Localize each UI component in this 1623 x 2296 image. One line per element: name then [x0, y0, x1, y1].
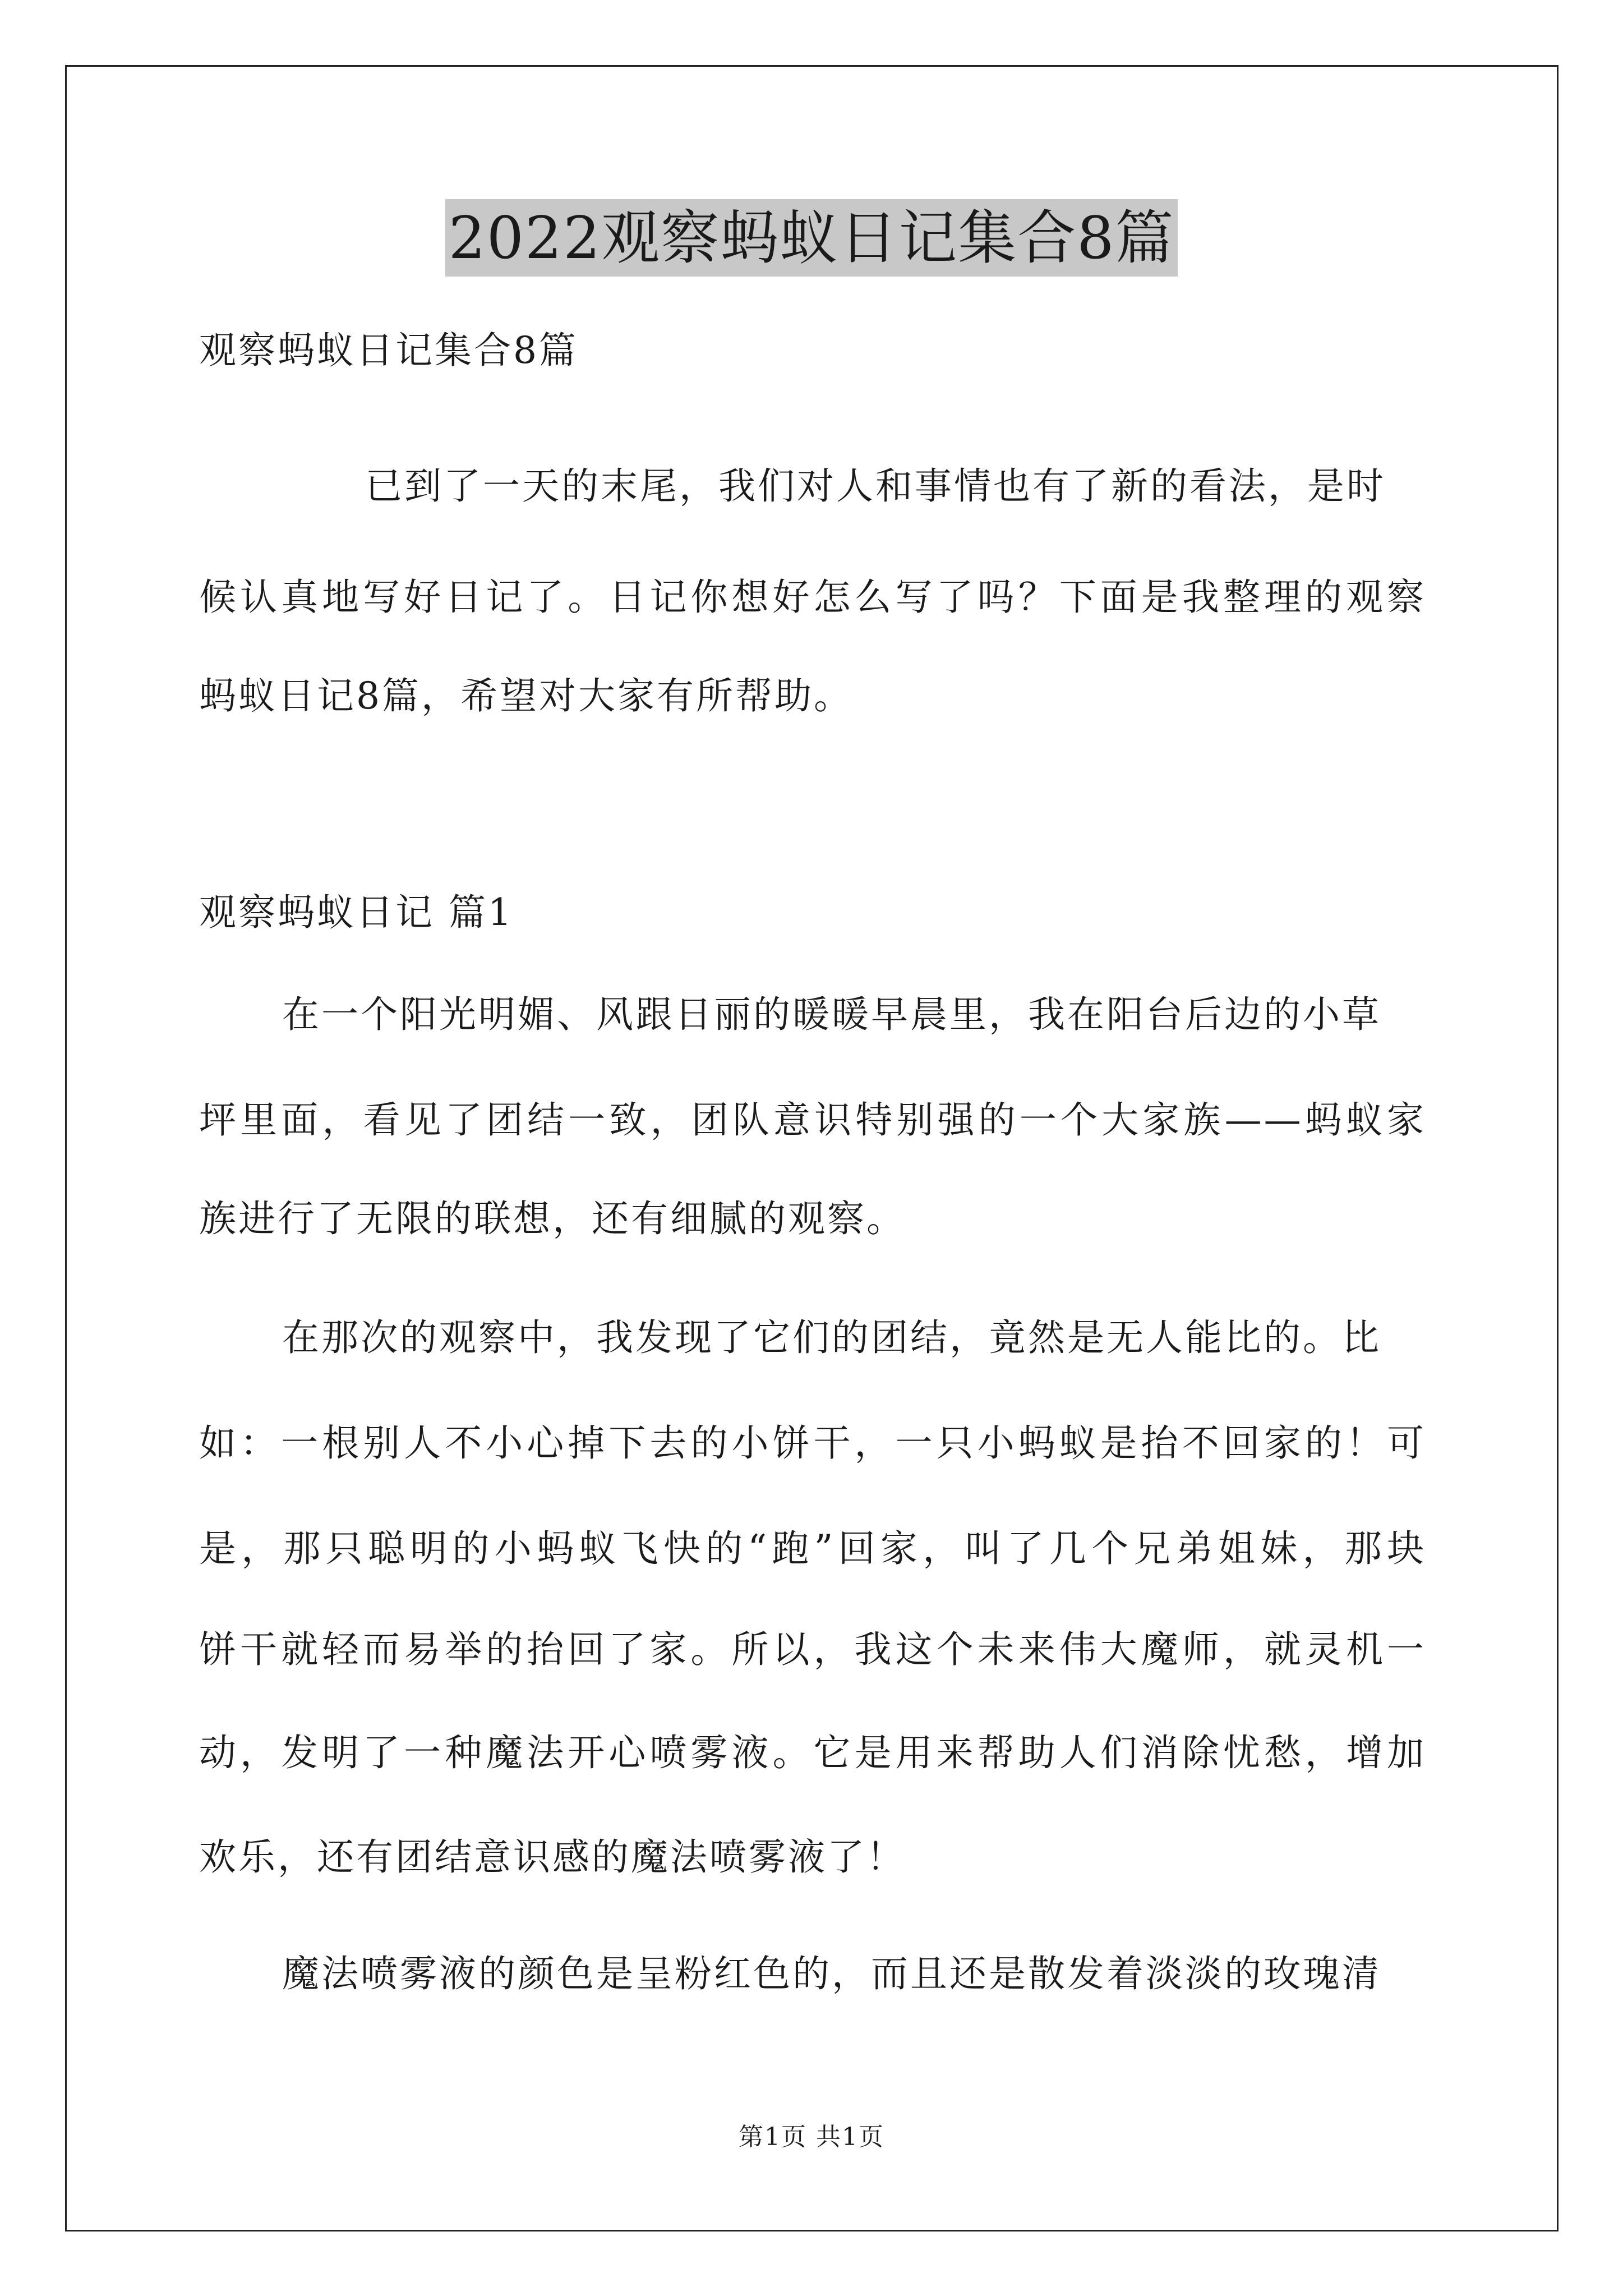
para2-line-1: 在那次的观察中，我发现了它们的团结，竟然是无人能比的。比	[282, 1316, 1381, 1359]
page-footer: 第1页 共1页	[739, 2123, 884, 2151]
title-container	[0, 199, 1623, 277]
para2-line-2: 如：一根别人不小心掉下去的小饼干，一只小蚂蚁是抬不回家的！可	[199, 1421, 1426, 1465]
intro-line-3: 蚂蚁日记8篇，希望对大家有所帮助。	[199, 674, 853, 717]
para2-line-6: 欢乐，还有团结意识感的魔法喷雾液了！	[199, 1835, 906, 1879]
document-title: 2022观察蚂蚁日记集合8篇	[445, 199, 1178, 277]
intro-line-2: 候认真地写好日记了。日记你想好怎么写了吗？下面是我整理的观察	[199, 576, 1426, 619]
para3-line-1: 魔法喷雾液的颜色是呈粉红色的，而且还是散发着淡淡的玫瑰清	[282, 1952, 1381, 1995]
section-heading: 观察蚂蚁日记 篇1	[199, 891, 514, 934]
para2-line-5: 动，发明了一种魔法开心喷雾液。它是用来帮助人们消除忧愁，增加	[199, 1731, 1426, 1774]
para2-line-4: 饼干就轻而易举的抬回了家。所以，我这个未来伟大魔师，就灵机一	[199, 1628, 1426, 1671]
page-border	[65, 65, 1559, 2231]
intro-line-1: 已到了一天的末尾，我们对人和事情也有了新的看法，是时	[365, 464, 1386, 508]
para2-line-3: 是，那只聪明的小蚂蚁飞快的“跑”回家，叫了几个兄弟姐妹，那块	[199, 1527, 1426, 1570]
para1-line-2: 坪里面，看见了团结一致，团队意识特别强的一个大家族——蚂蚁家	[199, 1098, 1426, 1142]
document-subtitle: 观察蚂蚁日记集合8篇	[199, 329, 578, 372]
para1-line-3: 族进行了无限的联想，还有细腻的观察。	[199, 1197, 906, 1240]
para1-line-1: 在一个阳光明媚、风跟日丽的暖暖早晨里，我在阳台后边的小草	[282, 993, 1381, 1036]
